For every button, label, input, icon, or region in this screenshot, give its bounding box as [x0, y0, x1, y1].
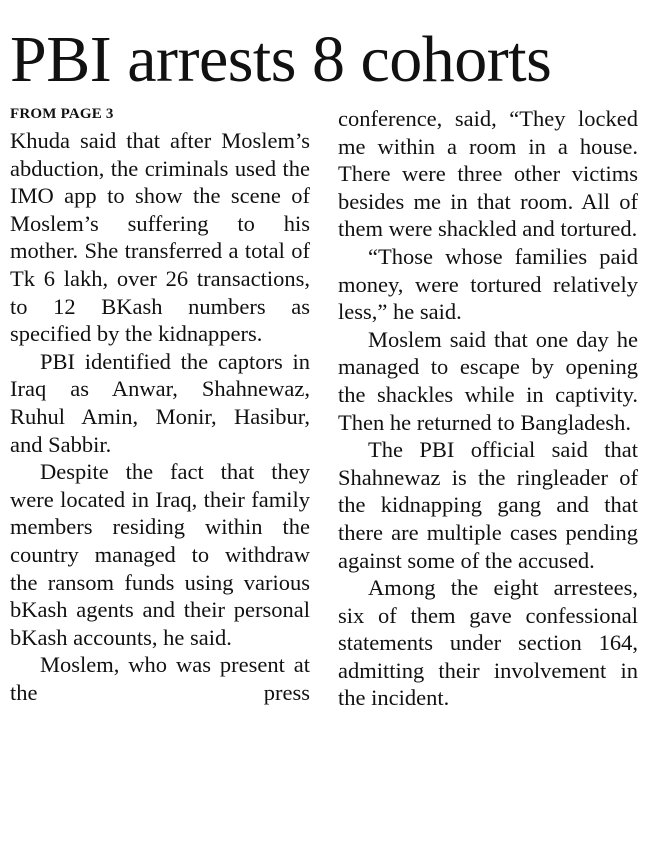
- paragraph: Among the eight arrestees, six of them gave confessional statements under section 164, admitting their involvement in the incident.: [338, 575, 638, 711]
- paragraph: Moslem said that one day he managed to escape by opening the shackles while in captivity. Then he returned to Bangladesh.: [338, 326, 638, 435]
- paragraph: The PBI official said that Shahnewaz is the ringleader of the kidnapping gang and that there are multiple cases pending against some of the accused.: [338, 437, 638, 573]
- paragraph: Khuda said that after Moslem’s abduction, the criminals used the IMO app to show the scene of Moslem’s suffering to his mother. She transferred a total of Tk 6 lakh, over 26 transactions, to 12 BKash numbers as specified by the kidnappers.: [10, 128, 310, 347]
- left-column: [10, 127, 310, 706]
- paragraph: “Those whose families paid money, were tortured relatively less,” he said.: [338, 243, 638, 325]
- paragraph: Despite the fact that they were located in Iraq, their family members residing within the country managed to withdraw the ransom funds using various bKash agents and their personal bKash accounts, he said.: [10, 459, 310, 650]
- paragraph: conference, said, “They locked me within a room in a house. There were three other victims besides me in that room. All of them were shackled and tortured.: [338, 106, 638, 242]
- paragraph: PBI identified the captors in Iraq as Anwar, Shahnewaz, Ruhul Amin, Monir, Hasibur, and Sabbir.: [10, 348, 310, 457]
- right-column: [338, 105, 638, 712]
- headline: PBI arrests 8 cohorts: [10, 23, 552, 96]
- paragraph: Moslem, who was present at the press: [10, 652, 310, 705]
- continuation-kicker: FROM PAGE 3: [10, 106, 114, 122]
